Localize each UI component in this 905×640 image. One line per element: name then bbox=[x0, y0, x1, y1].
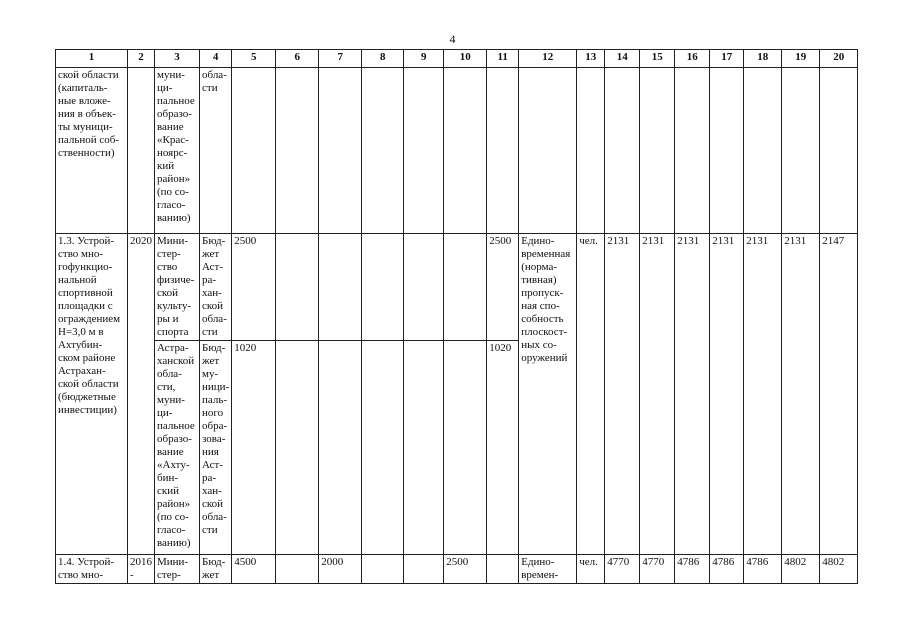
cell-executor: муни- ци- пальное образо- вание «Крас- ноярс- кий район» (по со- гласо- ванию) bbox=[155, 68, 200, 234]
cell-description: 1.4. Устрой- ство мно- bbox=[56, 555, 128, 584]
header-row bbox=[56, 50, 858, 68]
cell-value: 2000 bbox=[319, 555, 362, 584]
cell-empty bbox=[820, 68, 858, 234]
cell-empty bbox=[128, 68, 155, 234]
cell-empty bbox=[577, 68, 605, 234]
cell-value: 4770 bbox=[640, 555, 675, 584]
table-row bbox=[56, 234, 858, 341]
cell-value: 4500 bbox=[232, 555, 276, 584]
cell-indicator: Едино- временная (норма- тивная) пропуск- ная спо- собность плоскост- ных со- оружений bbox=[519, 234, 577, 555]
column-header: 8 bbox=[362, 50, 404, 68]
column-header: 16 bbox=[675, 50, 710, 68]
cell-value: 2131 bbox=[640, 234, 675, 555]
cell-executor: Астра- ханской обла- сти, муни- ци- пальное образо- вание «Ахту- бин- ский район» (по со- гласо- ванию) bbox=[155, 341, 200, 555]
column-header: 2 bbox=[128, 50, 155, 68]
cell-empty bbox=[362, 68, 404, 234]
cell-value: 2131 bbox=[710, 234, 744, 555]
cell-empty bbox=[404, 555, 444, 584]
cell-empty bbox=[744, 68, 782, 234]
cell-empty bbox=[276, 68, 319, 234]
cell-empty bbox=[276, 555, 319, 584]
column-header: 7 bbox=[319, 50, 362, 68]
cell-empty bbox=[605, 68, 640, 234]
cell-value: 4802 bbox=[782, 555, 820, 584]
cell-description: ской области (капиталь- ные вложе- ния в объек- ты муници- пальной соб- ственности) bbox=[56, 68, 128, 234]
column-header: 15 bbox=[640, 50, 675, 68]
cell-year: 2016 - bbox=[128, 555, 155, 584]
cell-empty bbox=[404, 68, 444, 234]
cell-value: 2131 bbox=[605, 234, 640, 555]
cell-value: 4786 bbox=[744, 555, 782, 584]
cell-empty bbox=[362, 341, 404, 555]
column-header: 18 bbox=[744, 50, 782, 68]
investment-table bbox=[55, 49, 858, 584]
cell-empty bbox=[362, 234, 404, 341]
column-header: 4 bbox=[200, 50, 232, 68]
cell-source: Бюд- жет bbox=[200, 555, 232, 584]
column-header: 14 bbox=[605, 50, 640, 68]
cell-empty bbox=[404, 234, 444, 341]
cell-unit: чел. bbox=[577, 234, 605, 555]
cell-value: 2131 bbox=[744, 234, 782, 555]
column-header: 12 bbox=[519, 50, 577, 68]
column-header: 3 bbox=[155, 50, 200, 68]
table-row bbox=[56, 68, 858, 234]
cell-value: 2131 bbox=[782, 234, 820, 555]
cell-value: 4786 bbox=[675, 555, 710, 584]
cell-value: 4802 bbox=[820, 555, 858, 584]
cell-empty bbox=[782, 68, 820, 234]
cell-empty bbox=[276, 341, 319, 555]
table-row bbox=[56, 555, 858, 584]
cell-value: 1020 bbox=[232, 341, 276, 555]
cell-empty bbox=[519, 68, 577, 234]
cell-empty bbox=[232, 68, 276, 234]
cell-value: 2500 bbox=[487, 234, 519, 341]
cell-source: Бюд- жет му- ници- паль- ного обра- зова- ния Аст- ра- хан- ской обла- сти bbox=[200, 341, 232, 555]
column-header: 6 bbox=[276, 50, 319, 68]
cell-value: 2147 bbox=[820, 234, 858, 555]
cell-source: Бюд- жет Аст- ра- хан- ской обла- сти bbox=[200, 234, 232, 341]
column-header: 11 bbox=[487, 50, 519, 68]
cell-executor: Мини- стер- bbox=[155, 555, 200, 584]
cell-empty bbox=[710, 68, 744, 234]
cell-empty bbox=[640, 68, 675, 234]
cell-empty bbox=[404, 341, 444, 555]
column-header: 9 bbox=[404, 50, 444, 68]
cell-value: 2500 bbox=[444, 555, 487, 584]
cell-year: 2020 bbox=[128, 234, 155, 555]
cell-empty bbox=[444, 234, 487, 341]
cell-executor: Мини- стер- ство физиче- ской культу- ры и спорта bbox=[155, 234, 200, 341]
column-header: 17 bbox=[710, 50, 744, 68]
cell-value: 1020 bbox=[487, 341, 519, 555]
cell-empty bbox=[675, 68, 710, 234]
column-header: 20 bbox=[820, 50, 858, 68]
column-header: 1 bbox=[56, 50, 128, 68]
cell-unit: чел. bbox=[577, 555, 605, 584]
cell-description: 1.3. Устрой- ство мно- гофункцио- нальной спортивной площадки с ограждением Н=3,0 м в Ахтубин- ском районе Астрахан- ской области (бюджетные инвестиции) bbox=[56, 234, 128, 555]
column-header: 13 bbox=[577, 50, 605, 68]
cell-value: 2500 bbox=[232, 234, 276, 341]
cell-empty bbox=[487, 555, 519, 584]
cell-value: 2131 bbox=[675, 234, 710, 555]
cell-empty bbox=[444, 68, 487, 234]
cell-value: 4770 bbox=[605, 555, 640, 584]
page-number: 4 bbox=[449, 32, 456, 46]
cell-empty bbox=[487, 68, 519, 234]
column-header: 19 bbox=[782, 50, 820, 68]
cell-value: 4786 bbox=[710, 555, 744, 584]
cell-empty bbox=[319, 234, 362, 341]
cell-source: обла- сти bbox=[200, 68, 232, 234]
cell-empty bbox=[444, 341, 487, 555]
cell-empty bbox=[276, 234, 319, 341]
cell-empty bbox=[319, 341, 362, 555]
column-header: 10 bbox=[444, 50, 487, 68]
cell-empty bbox=[319, 68, 362, 234]
cell-indicator: Едино- времен- bbox=[519, 555, 577, 584]
column-header: 5 bbox=[232, 50, 276, 68]
cell-empty bbox=[362, 555, 404, 584]
